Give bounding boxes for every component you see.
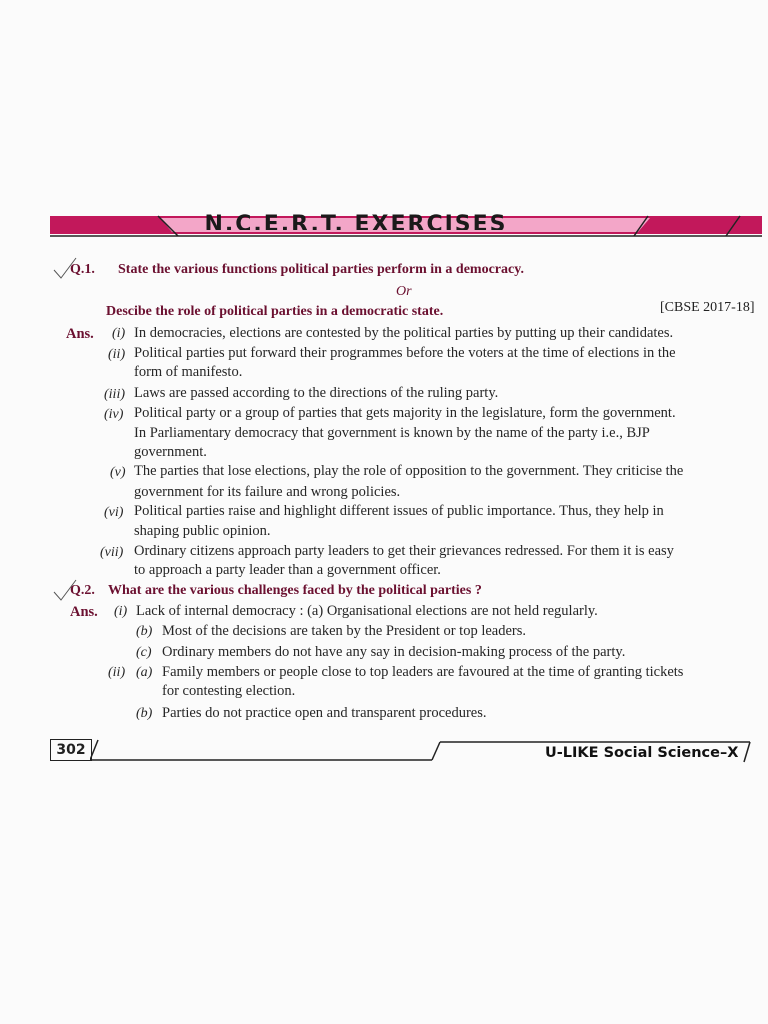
q2-subpoint-text: Parties do not practice open and transparent procedures. <box>162 705 487 721</box>
q1-point-num: (ii) <box>108 347 126 362</box>
q2-subpoint-text: for contesting election. <box>162 683 296 699</box>
q1-point-num: (i) <box>112 326 126 341</box>
q2-number: Q.2. <box>70 583 95 598</box>
q1-point-text: form of manifesto. <box>134 364 243 380</box>
q1-exam-tag: [CBSE 2017-18] <box>660 300 755 315</box>
q2-point-num: (ii) <box>108 665 126 680</box>
q2-subpoint-num: (b) <box>136 706 153 721</box>
q1-point-text: to approach a party leader than a government officer. <box>134 562 441 578</box>
q1-point-num: (iv) <box>104 407 124 422</box>
q1-point-num: (vi) <box>104 505 124 520</box>
q1-point-text: Political parties put forward their programmes before the voters at the time of elections in the <box>134 345 676 361</box>
q1-point-text: Political party or a group of parties that gets majority in the legislature, form the government. <box>134 405 676 421</box>
q2-point-num: (i) <box>114 604 128 619</box>
q1-alt-question: Descibe the role of political parties in a democratic state. <box>106 304 444 319</box>
q1-point-num: (v) <box>110 465 126 480</box>
q2-subpoint-num: (a) <box>136 665 153 680</box>
q1-question: State the various functions political parties perform in a democracy. <box>118 262 524 277</box>
q1-point-text: Ordinary citizens approach party leaders to get their grievances redressed. For them it is easy <box>134 543 674 559</box>
q1-number: Q.1. <box>70 262 95 277</box>
section-title: N.C.E.R.T. EXERCISES <box>204 212 508 230</box>
q1-point-text: government. <box>134 444 207 460</box>
q1-point-text: In Parliamentary democracy that government is known by the name of the party i.e., BJP <box>134 425 650 441</box>
q1-ans-label: Ans. <box>66 326 94 342</box>
q2-subpoint-text: Ordinary members do not have any say in decision-making process of the party. <box>162 644 626 660</box>
q2-subpoint-text: Family members or people close to top leaders are favoured at the time of granting tickets <box>162 664 684 680</box>
q2-point-text: Lack of internal democracy : (a) Organisational elections are not held regularly. <box>136 603 598 619</box>
q1-point-num: (iii) <box>104 387 125 402</box>
q1-point-text: shaping public opinion. <box>134 523 271 539</box>
q2-ans-label: Ans. <box>70 604 98 620</box>
q2-question: What are the various challenges faced by the political parties ? <box>108 583 482 598</box>
q1-point-num: (vii) <box>100 545 124 560</box>
page-number: 302 <box>50 739 92 761</box>
q1-point-text: The parties that lose elections, play the role of opposition to the government. They criticise the <box>134 463 684 479</box>
q2-subpoint-num: (c) <box>136 645 152 660</box>
book-title: U-LIKE Social Science–X <box>545 745 739 761</box>
q2-subpoint-num: (b) <box>136 624 153 639</box>
q2-subpoint-text: Most of the decisions are taken by the President or top leaders. <box>162 623 527 639</box>
q1-point-text: Laws are passed according to the directions of the ruling party. <box>134 385 499 401</box>
q1-point-text: Political parties raise and highlight different issues of public importance. Thus, they help in <box>134 503 664 519</box>
q1-or: Or <box>396 284 412 299</box>
q1-point-text: government for its failure and wrong policies. <box>134 484 401 500</box>
q1-point-text: In democracies, elections are contested by the political parties by putting up their candidates. <box>134 325 674 341</box>
